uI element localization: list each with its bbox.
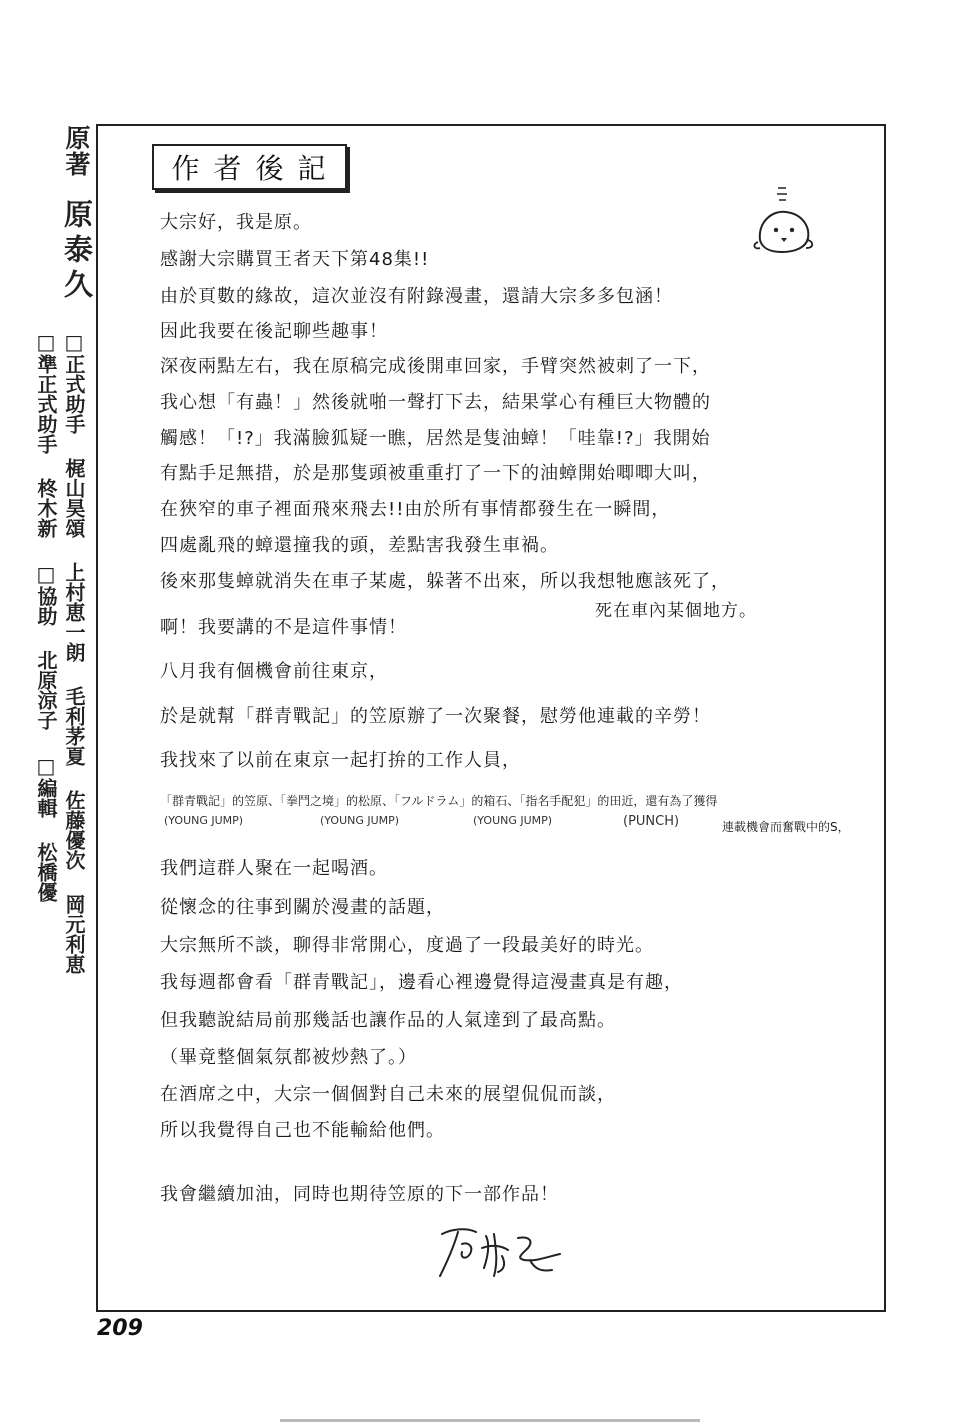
staff-credits <box>30 125 94 1025</box>
aside-note: 死在車內某個地方。 <box>595 601 757 621</box>
text-line: 於是就幫「群青戰記」的笠原辦了一次聚餐，慰勞他連載的辛勞！ <box>160 706 711 727</box>
text-line: 所以我覺得自己也不能輸給他們。 <box>160 1120 445 1141</box>
text-line: 八月我有個機會前往東京， <box>160 661 388 682</box>
text-line: 由於頁數的緣故，這次並沒有附錄漫畫，還請大宗多多包涵！ <box>160 286 673 307</box>
text-line: 後來那隻蟑就消失在車子某處，躲著不出來，所以我想牠應該死了， <box>160 571 730 592</box>
afterword-title: 作者後記 <box>152 144 347 190</box>
magazine-note: (YOUNG JUMP) <box>473 814 553 827</box>
assistant-credits: □正式助手 梶山昊頌 上村恵一朗 毛利茅夏 佐藤優次 岡元利恵 <box>62 330 86 974</box>
text-line: 大宗好，我是原。 <box>160 212 312 233</box>
magazine-note: (YOUNG JUMP) <box>320 814 400 827</box>
text-line: 有點手足無措，於是那隻頭被重重打了一下的油蟑開始唧唧大叫， <box>160 463 711 484</box>
author-signature <box>432 1220 567 1285</box>
mascot-doodle-icon <box>748 182 818 262</box>
text-line: 我們這群人聚在一起喝酒。 <box>160 858 388 879</box>
text-line: 四處亂飛的蟑還撞我的頭，差點害我發生車禍。 <box>160 535 559 556</box>
names-tail: 連載機會而奮戰中的S， <box>722 820 850 834</box>
text-line: 從懷念的往事到關於漫畫的話題， <box>160 897 445 918</box>
text-line: 但我聽說結局前那幾話也讓作品的人氣達到了最高點。 <box>160 1010 616 1031</box>
text-line: 我每週都會看「群青戰記」，邊看心裡邊覺得這漫畫真是有趣， <box>160 972 683 993</box>
text-line: 觸感！「!?」我滿臉狐疑一瞧，居然是隻油蟑！「哇靠!?」我開始 <box>160 428 711 449</box>
text-line: 我會繼續加油，同時也期待笠原的下一部作品！ <box>160 1184 559 1205</box>
text-line: 深夜兩點左右，我在原稿完成後開車回家，手臂突然被刺了一下， <box>160 356 711 377</box>
text-line: 我找來了以前在東京一起打拚的工作人員， <box>160 750 521 771</box>
names-line: 「群青戰記」的笠原、「拳鬥之境」的松原、「フルドラム」的箱石、「指名手配犯」的田近，還有為了獲得 <box>160 794 718 808</box>
text-line: 因此我要在後記聊些趣事！ <box>160 321 388 342</box>
text-line: 在狹窄的車子裡面飛來飛去!!由於所有事情都發生在一瞬間， <box>160 499 671 520</box>
text-line: 啊！我要講的不是這件事情！ <box>160 617 407 638</box>
text-line: 我心想「有蟲！」然後就啪一聲打下去，結果掌心有種巨大物體的 <box>160 392 711 413</box>
text-line: 在酒席之中，大宗一個個對自己未來的展望侃侃而談， <box>160 1084 616 1105</box>
text-line: 感謝大宗購買王者天下第48集!! <box>160 249 430 270</box>
bottom-edge-marks <box>280 1416 700 1425</box>
magazine-note: (YOUNG JUMP) <box>164 814 244 827</box>
page-number: 209 <box>97 1316 143 1341</box>
text-line: 大宗無所不談，聊得非常開心，度過了一段最美好的時光。 <box>160 935 654 956</box>
original-author-label: 原著 <box>62 125 91 177</box>
support-credits: □準正式助手 柊木新 □協助 北原涼子 □編輯 松橋優 <box>34 330 58 902</box>
text-line: （畢竟整個氣氛都被炒熱了。） <box>160 1047 417 1068</box>
magazine-note: (PUNCH) <box>623 814 680 829</box>
author-name: 原泰久 <box>60 199 94 304</box>
